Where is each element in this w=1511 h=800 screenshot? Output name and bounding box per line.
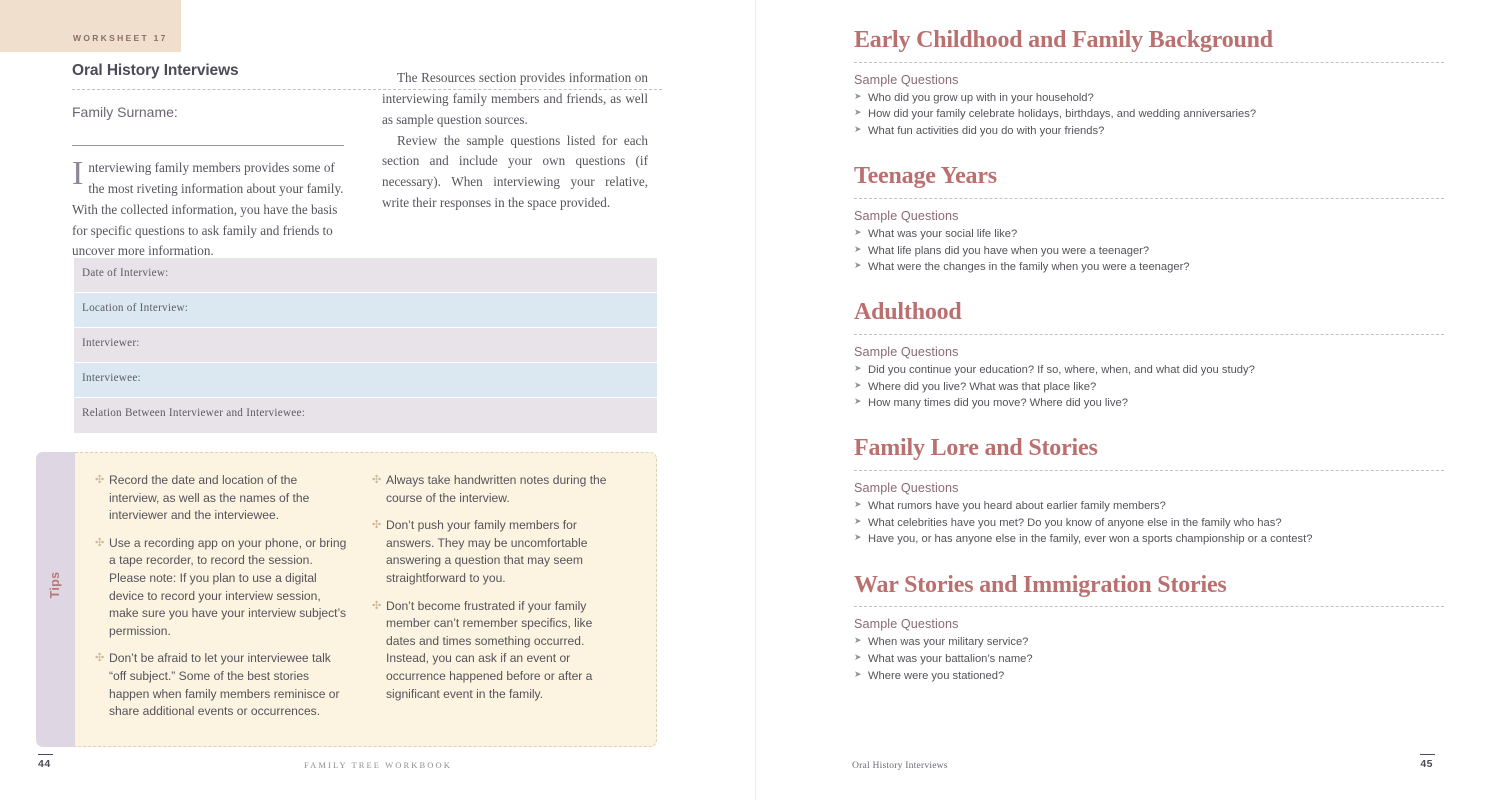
table-row[interactable] [74,293,657,328]
footer-right [756,754,1511,782]
question-item [854,362,1444,379]
question-item [854,531,1444,548]
section-title: Adulthood [854,299,962,326]
tip-item [95,650,347,720]
arrow-bullet-icon: ➤ [854,652,862,663]
arrow-bullet-icon: ➤ [854,379,862,390]
table-row-label: Interviewer: [82,337,140,349]
section-divider [854,606,1444,607]
page-number-right: 45 [1420,754,1433,770]
section-title: Family Lore and Stories [854,435,1098,462]
question-text: Have you, or has anyone else in the family, ever won a sports championship or a contest? [868,533,1313,546]
arrow-bullet-icon: ➤ [854,260,862,271]
sample-questions-label: Sample Questions [854,209,959,224]
tip-item [372,598,624,704]
question-text: What fun activities did you do with your friends? [868,125,1105,138]
tip-marker-icon: ✣ [95,652,105,665]
tips-tab [36,452,75,747]
question-list [854,226,1444,276]
tip-marker-icon: ✣ [372,519,382,532]
tip-text: Don’t be afraid to let your interviewee talk “off subject.” Some of the best stories happen when family members reminisce or share additional events or occurrences. [109,651,340,719]
question-section [854,28,1444,140]
section-title: War Stories and Immigration Stories [854,571,1227,598]
question-item [854,395,1444,412]
question-section [854,164,1444,276]
arrow-bullet-icon: ➤ [854,227,862,238]
tips-tab-label: Tips [48,571,62,599]
arrow-bullet-icon: ➤ [854,499,862,510]
tips-box [75,452,657,747]
footer-left [0,754,756,782]
question-text: What celebrities have you met? Do you know of anyone else in the family who has? [868,516,1282,529]
tips-column-right [372,472,624,746]
tips-block [36,452,657,747]
tip-marker-icon: ✣ [372,474,382,486]
section-divider [854,198,1444,199]
question-item [854,123,1444,140]
arrow-bullet-icon: ➤ [854,363,862,374]
question-text: What life plans did you have when you were a teenager? [868,244,1150,257]
question-text: Where were you stationed? [868,669,1005,682]
question-item [854,259,1444,276]
question-item [854,668,1444,685]
tip-text: Don’t push your family members for answers. They may be uncomfortable answering a question that may seem straightforward to you. [386,518,588,585]
question-text: Where did you live? What was that place like? [868,380,1097,393]
question-item [854,651,1444,668]
tip-item [372,472,624,507]
arrow-bullet-icon: ➤ [854,90,862,101]
question-item [854,90,1444,107]
intro-paragraph-2: The Resources section provides information on interviewing family members and friends, as well as sample question sources. [382,70,648,127]
section-title: Early Childhood and Family Background [854,27,1273,53]
sample-questions-label: Sample Questions [854,617,959,632]
book-title-footer: FAMILY TREE WORKBOOK [303,760,453,770]
intro-paragraph-3: Review the sample questions listed for each section and include your own questions (if necessary). When interviewing your relative, write their responses in the space provided. [382,132,648,211]
question-item [854,634,1444,651]
page-title: Oral History Interviews [72,62,239,79]
arrow-bullet-icon: ➤ [854,635,862,646]
sample-questions-label: Sample Questions [854,72,959,87]
page-right [756,0,1511,800]
drop-cap: I [72,155,84,192]
page-number-left: 44 [38,754,51,770]
intro-column-right [382,68,648,214]
tips-column-left [95,472,347,746]
interview-details-table [74,258,657,434]
table-row-label: Date of Interview: [82,267,169,279]
question-item [854,243,1444,260]
arrow-bullet-icon: ➤ [854,243,862,254]
question-text: Who did you grow up with in your household? [868,91,1094,104]
question-item [854,515,1444,532]
tip-text: Use a recording app on your phone, or bring a tape recorder, to record the session. Please note: If you plan to use a digital device to record your interview session, make sure you have your interview subject’s permission. [109,535,347,638]
table-row[interactable] [74,363,657,398]
sample-questions-label: Sample Questions [854,345,959,360]
tip-item [372,517,624,587]
page-gutter [755,0,756,800]
arrow-bullet-icon: ➤ [854,107,862,118]
section-divider [854,470,1444,471]
chapter-title-footer: Oral History Interviews [852,760,948,771]
sections-container [854,28,1444,709]
question-text: When was your military service? [868,636,1029,649]
question-text: What were the changes in the family when you were a teenager? [868,261,1190,274]
tip-text: Record the date and location of the interview, as well as the names of the interviewer and the interviewee. [109,473,310,523]
family-surname-label: Family Surname: [72,104,178,120]
question-list [854,362,1444,412]
section-divider [854,62,1444,63]
question-list [854,90,1444,140]
intro-paragraph-1-text: nterviewing family members provides some of the most riveting information about your family. With the collected information, you have the basis for specific questions to ask family and friends to uncover more information. [72,160,344,259]
tip-marker-icon: ✣ [372,599,382,612]
intro-paragraph-1 [72,155,352,262]
arrow-bullet-icon: ➤ [854,515,862,526]
question-text: What rumors have you heard about earlier family members? [868,500,1166,513]
question-text: How did your family celebrate holidays, birthdays, and wedding anniversaries? [868,108,1257,121]
tip-item [95,535,347,641]
arrow-bullet-icon: ➤ [854,396,862,407]
table-row[interactable] [74,258,657,293]
tip-text: Don’t become frustrated if your family member can’t remember specifics, like dates and times something occurred. Instead, you can ask if an event or occurrence happened before or after a significant event in the family. [386,598,593,701]
question-item [854,498,1444,515]
question-text: What was your battalion’s name? [868,653,1033,666]
tip-marker-icon: ✣ [95,474,105,486]
question-item [854,106,1444,123]
table-row-label: Relation Between Interviewer and Interviewee: [82,407,306,419]
arrow-bullet-icon: ➤ [854,668,862,679]
sample-questions-label: Sample Questions [854,481,959,496]
tip-item [95,472,347,525]
table-row-label: Interviewee: [82,372,141,384]
worksheet-tab-label: WORKSHEET 17 [73,33,168,43]
tip-text: Always take handwritten notes during the course of the interview. [386,473,607,505]
table-row[interactable] [74,328,657,363]
question-item [854,379,1444,396]
question-list [854,498,1444,548]
section-divider [854,334,1444,335]
question-section [854,300,1444,412]
table-row-label: Location of Interview: [82,302,189,314]
worksheet-tab [0,0,181,52]
question-list [854,634,1444,684]
tip-marker-icon: ✣ [95,536,105,549]
question-text: Did you continue your education? If so, where, when, and what did you study? [868,364,1255,377]
question-section [854,436,1444,548]
arrow-bullet-icon: ➤ [854,124,862,135]
question-item [854,226,1444,243]
question-text: How many times did you move? Where did you live? [868,397,1128,410]
question-text: What was your social life like? [868,228,1018,241]
table-row[interactable] [74,398,657,434]
section-title: Teenage Years [854,163,997,190]
arrow-bullet-icon: ➤ [854,532,862,543]
question-section [854,573,1444,685]
